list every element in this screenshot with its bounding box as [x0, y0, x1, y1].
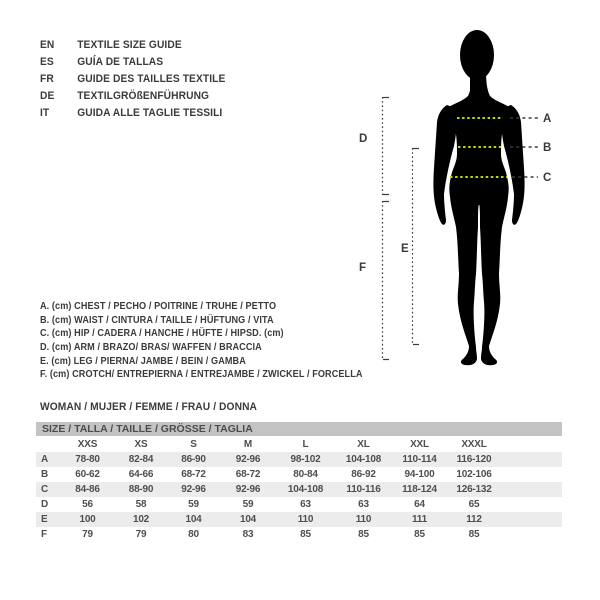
- size-column-label: XS: [115, 437, 167, 452]
- measurement-legend: [40, 300, 363, 382]
- size-cell: 92-96: [181, 484, 206, 495]
- language-code: IT: [40, 107, 50, 119]
- size-cell: 85: [358, 529, 369, 540]
- size-cell: 85: [300, 529, 311, 540]
- size-cell: 110: [355, 514, 372, 525]
- size-cell: 104: [185, 514, 202, 525]
- language-code: EN: [40, 39, 55, 51]
- size-cell: 65: [468, 499, 480, 510]
- size-cell: 118-124: [402, 484, 437, 495]
- size-cell: 92-96: [235, 484, 261, 495]
- size-cell: 126-132: [456, 484, 492, 495]
- gender-heading: WOMAN / MUJER / FEMME / FRAU / DONNA: [40, 401, 258, 413]
- row-label: F: [41, 529, 47, 540]
- size-cell: 88-90: [128, 484, 154, 495]
- table-row: [36, 497, 562, 512]
- size-cell: 78-80: [75, 454, 100, 465]
- language-title: TEXTILGRÖßENFÜHRUNG: [77, 90, 210, 102]
- language-row: [40, 88, 225, 105]
- measurement-item: E. (cm) LEG / PIERNA/ JAMBE / BEIN / GAMBA: [40, 355, 246, 367]
- size-cell: 94-100: [404, 469, 435, 480]
- size-cell: 60-62: [75, 469, 100, 480]
- size-cell: 63: [300, 499, 311, 510]
- table-row: [36, 452, 562, 467]
- language-code: FR: [40, 73, 54, 85]
- measurement-item: F. (cm) CROTCH/ ENTREPIERNA / ENTREJAMBE / ZWICKEL / FORCELLA: [40, 369, 363, 381]
- size-cell: 92-96: [235, 454, 261, 465]
- table-row: [36, 512, 562, 527]
- language-row: [40, 37, 225, 54]
- language-title: TEXTILE SIZE GUIDE: [77, 39, 182, 51]
- size-cell: 110-114: [402, 454, 437, 465]
- size-cell: 82-84: [128, 454, 154, 465]
- size-cell: 80-84: [293, 469, 318, 480]
- size-column-label: XL: [335, 437, 392, 452]
- size-cell: 104-108: [287, 484, 324, 495]
- measurement-item: D. (cm) ARM / BRAZO/ BRAS/ WAFFEN / BRACCIA: [40, 342, 262, 354]
- figure-label-d: D: [359, 133, 368, 145]
- row-label: A: [41, 454, 49, 465]
- size-column-label: L: [276, 437, 335, 452]
- measurement-item: C. (cm) HIP / CADERA / HANCHE / HÜFTE / HIPSD. (cm): [40, 328, 284, 340]
- language-title: GUÍA DE TALLAS: [77, 56, 164, 68]
- measurement-diagram: [330, 10, 590, 390]
- size-cell: 59: [242, 499, 254, 510]
- size-cell: 79: [82, 529, 93, 540]
- size-cell: 64-66: [128, 469, 154, 480]
- size-cell: 111: [412, 514, 427, 525]
- size-column-label: XXXL: [447, 437, 501, 452]
- size-cell: 86-92: [351, 469, 376, 480]
- size-table: [36, 422, 562, 542]
- size-cell: 104-108: [345, 454, 382, 465]
- size-cell: 68-72: [181, 469, 206, 480]
- row-label: B: [41, 469, 49, 480]
- size-cell: 63: [358, 499, 369, 510]
- row-label: D: [41, 499, 49, 510]
- figure-label-c: C: [543, 172, 552, 184]
- language-title: GUIDE DES TAILLES TEXTILE: [77, 73, 226, 85]
- size-cell: 98-102: [290, 454, 321, 465]
- size-cell: 84-86: [75, 484, 100, 495]
- size-cell: 102-106: [456, 469, 492, 480]
- size-cell: 80: [188, 529, 199, 540]
- size-table-header: SIZE / TALLA / TAILLE / GRÖSSE / TAGLIA: [36, 422, 562, 436]
- size-cell: 104: [239, 514, 257, 525]
- size-cell: 56: [82, 499, 93, 510]
- table-row: [36, 467, 562, 482]
- measurement-item: A. (cm) CHEST / PECHO / POITRINE / TRUHE / PETTO: [40, 301, 277, 312]
- figure-label-f: F: [359, 262, 367, 274]
- size-cell: 112: [466, 514, 482, 525]
- size-cell: 59: [188, 499, 199, 510]
- row-label: E: [41, 514, 48, 525]
- language-row: [40, 54, 225, 71]
- language-title-list: [40, 37, 225, 122]
- size-cell: 58: [135, 499, 147, 510]
- size-columns-row: [36, 437, 562, 452]
- size-cell: 85: [468, 529, 480, 540]
- size-cell: 102: [132, 514, 150, 525]
- size-cell: 83: [242, 529, 254, 540]
- figure-label-e: E: [401, 243, 409, 255]
- language-code: DE: [40, 90, 55, 102]
- size-column-label: S: [167, 437, 220, 452]
- language-row: [40, 105, 225, 122]
- table-row: [36, 527, 562, 542]
- figure-label-a: A: [543, 113, 552, 125]
- figure-label-b: B: [543, 142, 552, 154]
- language-row: [40, 71, 225, 88]
- size-cell: 68-72: [235, 469, 261, 480]
- size-cell: 110-116: [346, 484, 381, 495]
- crotch-measure-line: [383, 201, 390, 360]
- measurement-item: B. (cm) WAIST / CINTURA / TAILLE / HÜFTUNG / VITA: [40, 314, 274, 326]
- size-cell: 100: [79, 514, 96, 525]
- size-column-label: M: [220, 437, 276, 452]
- size-cell: 85: [414, 529, 425, 540]
- size-column-label: XXL: [392, 437, 447, 452]
- woman-head: [460, 30, 494, 80]
- row-label: C: [41, 484, 49, 495]
- arm-measure-line: [383, 97, 390, 195]
- size-cell: 86-90: [181, 454, 206, 465]
- size-column-label: XXS: [60, 437, 115, 452]
- language-title: GUIDA ALLE TAGLIE TESSILI: [77, 107, 223, 119]
- size-cell: 79: [135, 529, 147, 540]
- size-cell: 116-120: [456, 454, 492, 465]
- size-cell: 64: [414, 499, 425, 510]
- size-cell: 110: [297, 514, 314, 525]
- table-row: [36, 482, 562, 497]
- leg-measure-line: [413, 148, 420, 345]
- language-code: ES: [40, 56, 54, 68]
